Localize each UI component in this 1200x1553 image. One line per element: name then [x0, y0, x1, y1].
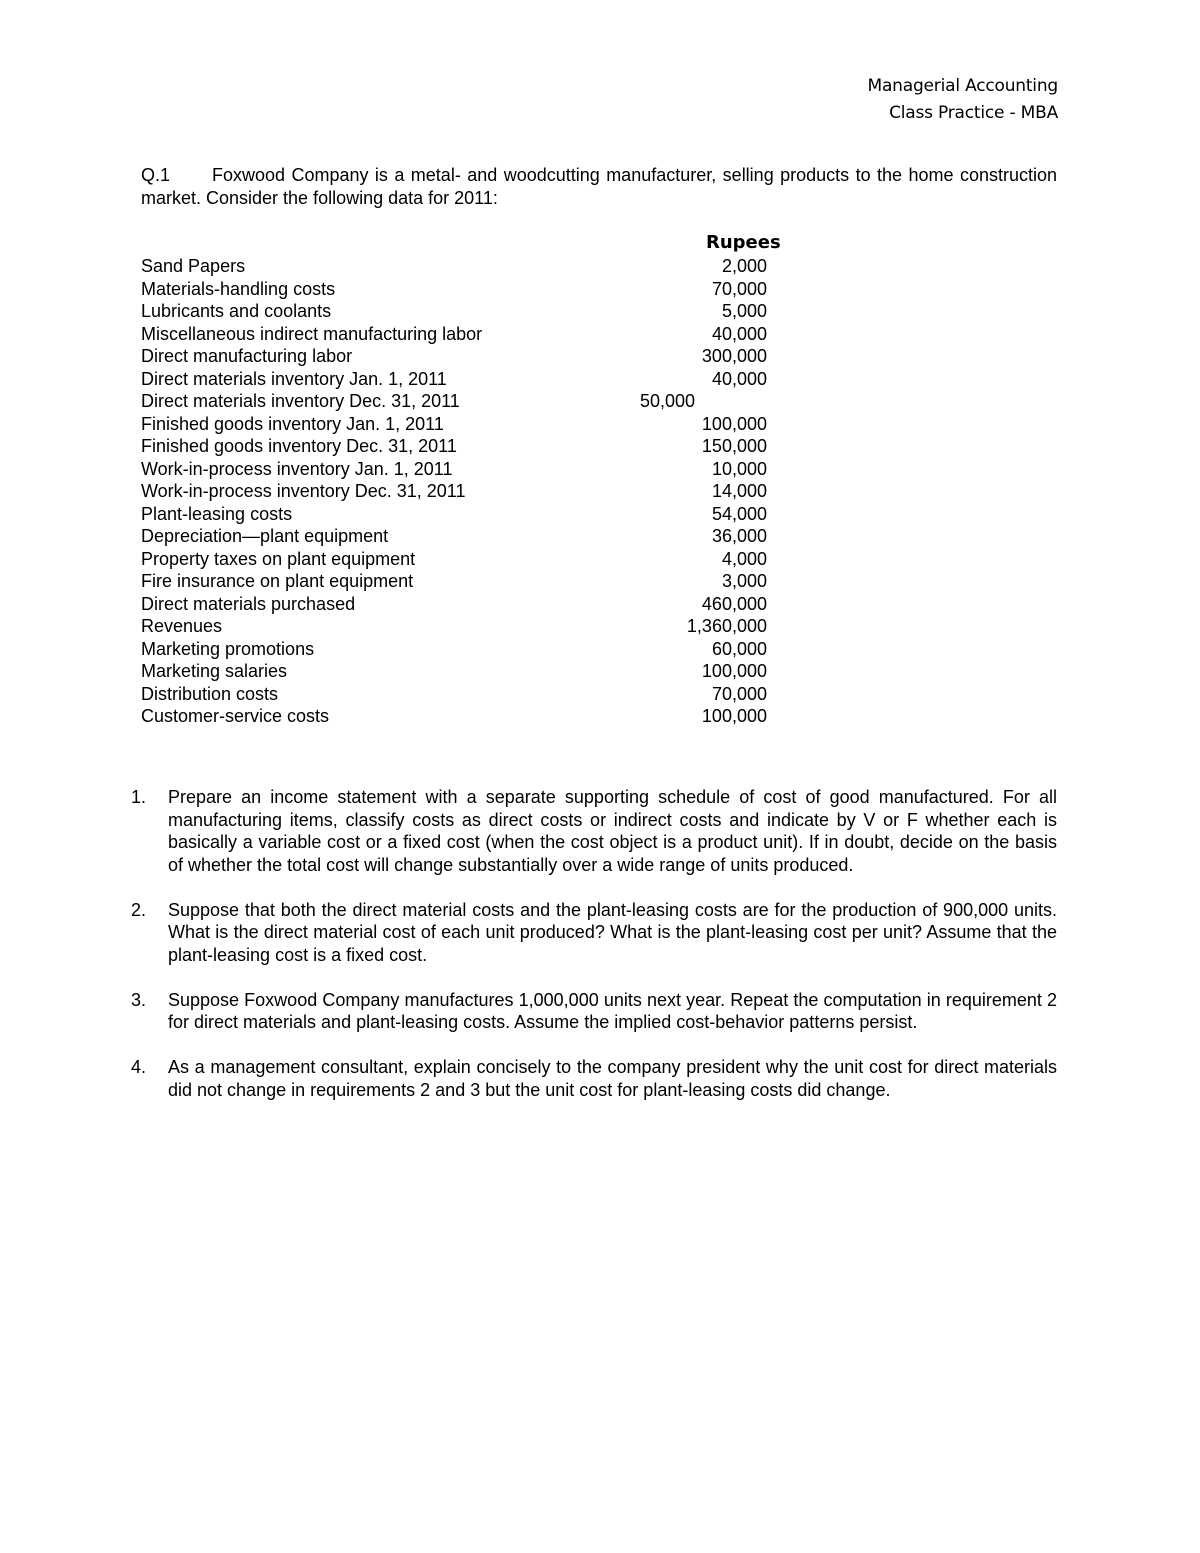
- row-amount: 460,000: [701, 593, 767, 614]
- row-label: Direct materials inventory Jan. 1, 2011: [141, 368, 447, 389]
- list-item: [131, 989, 1057, 1034]
- row-amount: 54,000: [711, 503, 767, 524]
- row-amount: 150,000: [701, 436, 767, 456]
- table-row: [141, 593, 781, 616]
- row-amount: 70,000: [711, 278, 767, 299]
- item-number: 2.: [131, 899, 147, 920]
- table-row: [141, 615, 781, 638]
- row-amount: 40,000: [711, 368, 767, 389]
- row-amount: 300,000: [701, 346, 767, 366]
- table-row: [141, 638, 781, 661]
- item-number: 1.: [131, 787, 147, 807]
- page-header: [867, 73, 1058, 127]
- table-row: [141, 480, 781, 503]
- list-item: [131, 899, 1057, 967]
- row-amount: 50,000: [639, 391, 695, 411]
- row-label: Miscellaneous indirect manufacturing labor: [141, 323, 483, 344]
- row-amount: 100,000: [701, 661, 767, 681]
- row-label: Sand Papers: [141, 256, 246, 276]
- table-row: [141, 503, 781, 526]
- table-row: [141, 705, 781, 728]
- course-title: Managerial Accounting: [867, 76, 1058, 96]
- row-amount: 2,000: [721, 256, 767, 276]
- item-number: 3.: [131, 989, 147, 1010]
- row-label: Direct manufacturing labor: [141, 346, 353, 366]
- table-row: [141, 413, 781, 436]
- question-number: Q.1: [141, 165, 171, 185]
- row-amount: 4,000: [721, 548, 767, 569]
- table-row: [141, 300, 781, 323]
- row-label: Finished goods inventory Dec. 31, 2011: [141, 436, 457, 456]
- row-amount: 1,360,000: [686, 616, 767, 636]
- row-label: Work-in-process inventory Jan. 1, 2011: [141, 458, 453, 479]
- row-amount: 14,000: [711, 481, 767, 501]
- row-amount: 10,000: [711, 458, 767, 479]
- item-text: As a management consultant, explain concisely to the company president why the unit cost for direct materials did not change in requirements 2 and 3 but the unit cost for plant-leasing costs did change.: [168, 1057, 1057, 1100]
- row-label: Revenues: [141, 616, 223, 636]
- row-amount: 70,000: [711, 683, 767, 704]
- row-label: Distribution costs: [141, 683, 279, 704]
- requirements-list: [131, 786, 1057, 1124]
- table-row: [141, 525, 781, 548]
- row-label: Fire insurance on plant equipment: [141, 571, 414, 591]
- list-item: [131, 1056, 1057, 1101]
- table-row: [141, 570, 781, 593]
- row-label: Marketing salaries: [141, 661, 288, 681]
- row-label: Finished goods inventory Jan. 1, 2011: [141, 413, 444, 434]
- row-label: Materials-handling costs: [141, 278, 336, 299]
- item-text: Suppose Foxwood Company manufactures 1,000,000 units next year. Repeat the computation in requirement 2 for direct materials and plant-leasing costs. Assume the implied cost-behavior patterns persist.: [168, 989, 1057, 1032]
- row-amount: 5,000: [721, 301, 767, 321]
- row-label: Customer-service costs: [141, 706, 330, 726]
- question-intro: [141, 164, 1057, 210]
- row-label: Direct materials purchased: [141, 593, 356, 614]
- table-row: [141, 548, 781, 571]
- table-row: [141, 683, 781, 706]
- item-text: Suppose that both the direct material costs and the plant-leasing costs are for the production of 900,000 units. What is the direct material cost of each unit produced? What is the plant-leasing cost per unit? Assume that the plant-leasing cost is a fixed cost.: [168, 899, 1057, 965]
- table-row: [141, 368, 781, 391]
- item-number: 4.: [131, 1057, 147, 1077]
- row-label: Depreciation—plant equipment: [141, 526, 389, 546]
- table-row: [141, 390, 781, 413]
- row-label: Work-in-process inventory Dec. 31, 2011: [141, 481, 466, 501]
- item-text: Prepare an income statement with a separate supporting schedule of cost of good manufactured. For all manufacturing items, classify costs as direct costs or indirect costs and indicate by V or F whether each is basically a variable cost or a fixed cost (when the cost object is a product unit). If in doubt, decide on the basis of whether the total cost will change substantially over a wide range of units produced.: [168, 787, 1057, 875]
- row-amount: 100,000: [701, 706, 767, 726]
- table-row: [141, 435, 781, 458]
- list-item: [131, 786, 1057, 876]
- column-header-rupees: Rupees: [706, 232, 781, 253]
- table-row: [141, 660, 781, 683]
- row-amount: 40,000: [711, 323, 767, 344]
- course-subtitle: Class Practice - MBA: [889, 103, 1058, 123]
- row-amount: 100,000: [701, 413, 767, 434]
- question-text: Foxwood Company is a metal- and woodcutting manufacturer, selling products to the home construction market. Consider the following data for 2011:: [141, 165, 1057, 208]
- table-row: [141, 255, 781, 278]
- table-rows: [141, 255, 781, 728]
- row-label: Property taxes on plant equipment: [141, 548, 416, 569]
- table-row: [141, 458, 781, 481]
- row-label: Lubricants and coolants: [141, 301, 332, 321]
- row-amount: 36,000: [711, 526, 767, 546]
- row-label: Plant-leasing costs: [141, 503, 293, 524]
- table-row: [141, 323, 781, 346]
- table-row: [141, 345, 781, 368]
- row-label: Direct materials inventory Dec. 31, 2011: [141, 391, 460, 411]
- row-amount: 3,000: [721, 571, 767, 591]
- row-label: Marketing promotions: [141, 638, 315, 659]
- row-amount: 60,000: [711, 638, 767, 659]
- table-row: [141, 278, 781, 301]
